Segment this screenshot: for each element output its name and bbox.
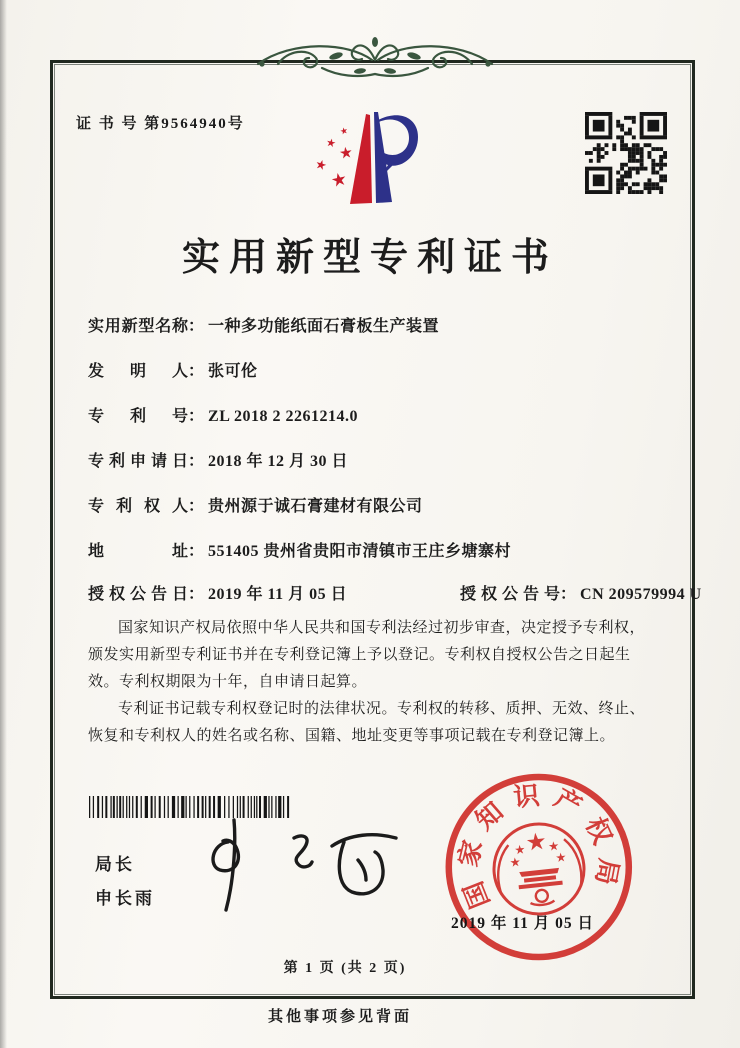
field-row-inventor: 发明人： 张可伦 bbox=[88, 358, 654, 381]
field-label: 地址 bbox=[88, 543, 188, 560]
official-seal bbox=[428, 758, 650, 980]
field-row-grant: 授权公告日： 2019 年 11 月 05 日 授权公告号： CN 209579994 U bbox=[88, 581, 654, 604]
certificate-title: 实用新型专利证书 bbox=[181, 237, 558, 279]
field-value: 贵州源于诚石膏建材有限公司 bbox=[208, 498, 423, 515]
field-value: 551405 贵州省贵阳市清镇市王庄乡塘寨村 bbox=[208, 543, 512, 560]
field-value: 一种多功能纸面石膏板生产装置 bbox=[208, 318, 440, 335]
field-label: 发明人 bbox=[88, 363, 188, 380]
signer-name: 申长雨 bbox=[95, 889, 155, 908]
director-signature bbox=[198, 812, 408, 914]
field-value: CN 209579994 U bbox=[580, 586, 702, 603]
page-indicator: 第 1 页 (共 2 页) bbox=[283, 961, 407, 976]
field-value: 张可伦 bbox=[208, 363, 258, 380]
legal-text bbox=[88, 615, 654, 750]
back-note: 其他事项参见背面 bbox=[267, 1009, 412, 1025]
top-flourish-ornament bbox=[252, 34, 498, 86]
field-label: 专利权人 bbox=[88, 498, 188, 515]
logo-blue-bowl bbox=[378, 115, 418, 165]
field-value: 2018 年 12 月 30 日 bbox=[208, 453, 349, 470]
signer-title: 局长 bbox=[95, 855, 135, 874]
field-label: 专利申请日 bbox=[88, 453, 188, 470]
seal-agency-text: 国家知识产权局 bbox=[453, 780, 624, 913]
national-emblem-icon bbox=[490, 820, 589, 919]
field-value: ZL 2018 2 2261214.0 bbox=[208, 408, 358, 425]
field-value: 2019 年 11 月 05 日 bbox=[208, 586, 348, 603]
legal-paragraph-grant: 国家知识产权局依照中华人民共和国专利法经过初步审查，决定授予专利权，颁发实用新型专利证书并在专利登记簿上予以登记。专利权自授权公告之日起生效。专利权期限为十年，自申请日起算。 bbox=[88, 620, 646, 690]
field-row-patent-number: 专利号： ZL 2018 2 2261214.0 bbox=[88, 403, 654, 426]
field-row-patentee: 专利权人： 贵州源于诚石膏建材有限公司 bbox=[88, 493, 654, 516]
logo-red-wedge bbox=[350, 114, 372, 204]
field-row-address: 地址： 551405 贵州省贵阳市清镇市王庄乡塘寨村 bbox=[88, 538, 654, 561]
field-label: 授权公告号 bbox=[460, 586, 560, 603]
field-label: 实用新型名称 bbox=[88, 318, 188, 335]
seal-date: 2019 年 11 月 05 日 bbox=[451, 915, 595, 932]
field-row-name: 实用新型名称： 一种多功能纸面石膏板生产装置 bbox=[88, 313, 654, 336]
field-label: 授权公告日 bbox=[88, 586, 188, 603]
certificate-number: 证 书 号 第9564940号 bbox=[76, 116, 245, 132]
field-row-filing-date: 专利申请日： 2018 年 12 月 30 日 bbox=[88, 448, 654, 471]
qr-code bbox=[585, 112, 667, 194]
field-grant-number: 授权公告号： CN 209579994 U bbox=[460, 581, 702, 604]
cnipa-logo bbox=[292, 108, 432, 212]
legal-paragraph-register: 专利证书记载专利权登记时的法律状况。专利权的转移、质押、无效、终止、恢复和专利权人的姓名或名称、国籍、地址变更等事项记载在专利登记簿上。 bbox=[88, 701, 646, 744]
field-label: 专利号 bbox=[88, 408, 188, 425]
